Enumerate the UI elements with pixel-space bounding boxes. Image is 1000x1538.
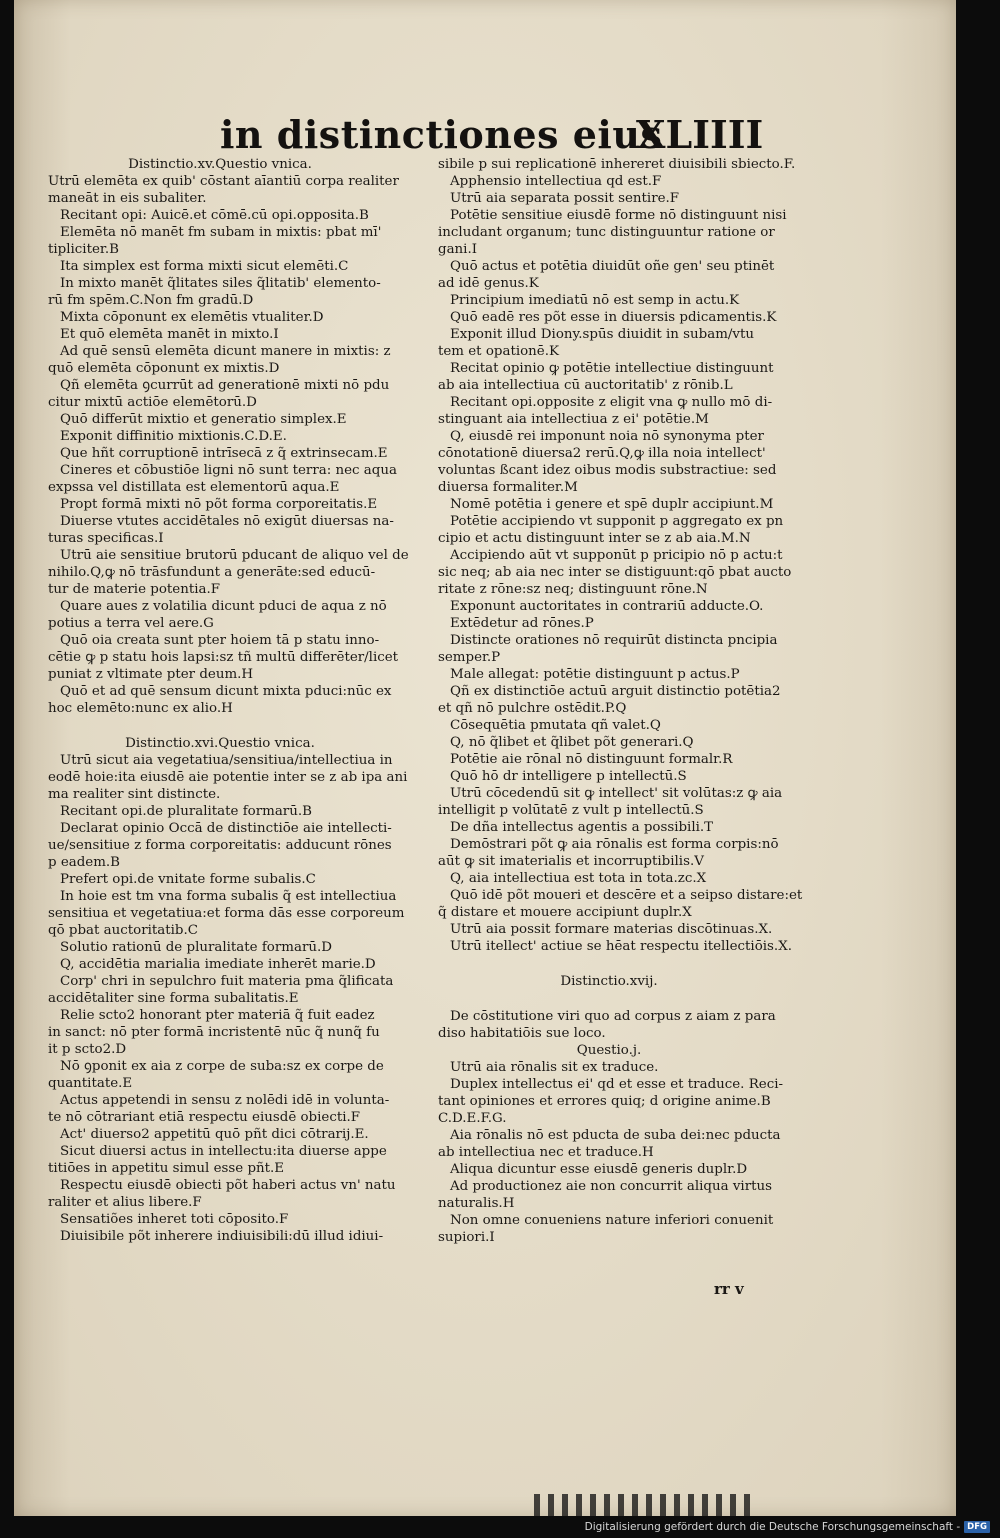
text-line: Recitant opi.opposite z eligit vna ꝙ nullo mō di- — [450, 395, 773, 410]
section-heading: Distinctio.xvi.Questio vnica. — [125, 736, 315, 751]
text-line: ma realiter sint distincte. — [48, 787, 221, 802]
text-line: potius a terra vel aere.G — [48, 616, 214, 631]
text-line: te nō cōtrariant etiā respectu eiusdē obiecti.F — [48, 1110, 361, 1125]
text-line: includant organum; tunc distinguuntur ratione or — [438, 225, 775, 240]
text-line: Utrū aia separata possit sentire.F — [450, 191, 680, 206]
text-line: Declarat opinio Occā de distinctiōe aie intellecti- — [60, 821, 392, 836]
text-line: De cōstitutione viri quo ad corpus z aiam z para — [450, 1009, 776, 1024]
text-line: ab aia intellectiua cū auctoritatib' z rōnib.L — [438, 378, 733, 393]
text-line: In mixto manēt q̃litates siles q̃litatib' elemento- — [60, 276, 381, 291]
text-line: Quō actus et potētia diuidūt oñe gen' seu ptinēt — [450, 259, 775, 274]
text-line: naturalis.H — [438, 1196, 515, 1211]
text-line: Ad quē sensū elemēta dicunt manere in mixtis: z — [60, 344, 391, 359]
text-line: rū fm spēm.C.Non fm gradū.D — [48, 293, 254, 308]
section-heading: Questio.j. — [576, 1043, 642, 1058]
text-line: cipio et actu distinguunt inter se z ab aia.M.N — [438, 531, 751, 546]
text-line: Elemēta nō manēt fm subam in mixtis: pbat mī' — [60, 225, 382, 240]
spacer — [438, 990, 820, 1008]
text-line: hoc elemēto:nunc ex alio.H — [48, 701, 233, 716]
text-line: supiori.I — [438, 1230, 495, 1245]
text-line: quō elemēta cōponunt ex mixtis.D — [48, 361, 280, 376]
text-line: in sanct: nō pter formā incristentē nūc q̃ nunq̃ fu — [48, 1025, 380, 1040]
text-line: Utrū itellect' actiue se hēat respectu itellectiōis.X. — [450, 939, 792, 954]
digitization-footer — [585, 1520, 990, 1534]
text-line: Et quō elemēta manēt in mixto.I — [60, 327, 279, 342]
text-line: Exponit illud Diony.spūs diuidit in subam/vtu — [450, 327, 754, 342]
text-line: accidētaliter sine forma subalitatis.E — [48, 991, 299, 1006]
text-line: nihilo.Q,ꝙ nō trāsfundunt a generāte:sed educū- — [48, 565, 376, 580]
text-line: Aia rōnalis nō est pducta de suba dei:nec pducta — [450, 1128, 781, 1143]
text-line: ad idē genus.K — [438, 276, 539, 291]
text-line: Utrū aia rōnalis sit ex traduce. — [450, 1060, 659, 1075]
text-line: De dña intellectus agentis a possibili.T — [450, 820, 714, 835]
text-line: Relie scto2 honorant pter materiā q̃ fuit eadez — [60, 1008, 375, 1023]
text-line: Demōstrari põt ꝙ aia rōnalis est forma corpis:nō — [450, 837, 779, 852]
text-line: Act' diuerso2 appetitū quō pñt dici cōtrarij.E. — [60, 1127, 369, 1142]
text-line: Quō et ad quē sensum dicunt mixta pduci:nūc ex — [60, 684, 392, 699]
text-line: Corp' chri in sepulchro fuit materia pma q̃lificata — [60, 974, 394, 989]
text-line: diso habitatiōis sue loco. — [438, 1026, 606, 1041]
text-line: cōnotationē diuersa2 rerū.Q,ꝙ illa noia intellect' — [438, 446, 766, 461]
text-line: Ita simplex est forma mixti sicut elemēti.C — [60, 259, 349, 274]
text-line: maneāt in eis subaliter. — [48, 191, 207, 206]
text-line: ue/sensitiue z forma corporeitatis: adducunt rōnes — [48, 838, 392, 853]
text-line: q̃ distare et mouere accipiunt duplr.X — [438, 905, 692, 920]
text-line: Sensatiões inheret toti cōposito.F — [60, 1212, 289, 1227]
text-line: Qñ ex distinctiōe actuū arguit distinctio potētia2 — [450, 684, 781, 699]
text-line: Exponit diffinitio mixtionis.C.D.E. — [60, 429, 287, 444]
text-line: Exponunt auctoritates in contrariū adducte.O. — [450, 599, 764, 614]
text-line: qō pbat auctoritatib.C — [48, 923, 198, 938]
text-line: puniat z vltimate pter deum.H — [48, 667, 254, 682]
text-line: Quō hō dr intelligere p intellectū.S — [450, 769, 687, 784]
text-line: Actus appetendi in sensu z nolēdi idē in volunta- — [60, 1093, 390, 1108]
text-line: voluntas ßcant idez oibus modis substractiue: sed — [438, 463, 777, 478]
text-line: Q, aia intellectiua est tota in tota.zc.X — [450, 871, 707, 886]
text-line: Nomē potētia i genere et spē duplr accipiunt.M — [450, 497, 774, 512]
text-line: Nō ꝯponit ex aia z corpe de suba:sz ex corpe de — [60, 1059, 384, 1074]
text-line: Potētie aie rōnal nō distinguunt formalr.R — [450, 752, 733, 767]
text-line: C.D.E.F.G. — [438, 1111, 507, 1126]
text-line: semper.P — [438, 650, 501, 665]
text-line: expssa vel distillata est elementorū aqua.E — [48, 480, 340, 495]
text-line: Cineres et cōbustiōe ligni nō sunt terra: nec aqua — [60, 463, 397, 478]
text-line: Q, accidētia marialia imediate inherēt marie.D — [60, 957, 376, 972]
text-line: Non omne conueniens nature inferiori conuenit — [450, 1213, 774, 1228]
text-line: Q, eiusdē rei imponunt noia nō synonyma pter — [450, 429, 764, 444]
spacer — [48, 717, 432, 735]
text-line: tem et opationē.K — [438, 344, 559, 359]
left-text-column — [48, 156, 432, 1245]
text-line: In hoie est tm vna forma subalis q̃ est intellectiua — [60, 889, 397, 904]
text-line: Quō eadē res põt esse in diuersis pdicamentis.K — [450, 310, 777, 325]
text-line: Extēdetur ad rōnes.P — [450, 616, 594, 631]
text-line: sensitiua et vegetatiua:et forma dās esse corporeum — [48, 906, 405, 921]
text-line: raliter et alius libere.F — [48, 1195, 202, 1210]
text-line: Aliqua dicuntur esse eiusdē generis duplr.D — [450, 1162, 748, 1177]
text-line: Quō oia creata sunt pter hoiem tā p statu inno- — [60, 633, 380, 648]
text-line: Distincte orationes nō requirūt distincta pncipia — [450, 633, 778, 648]
text-line: Propt formā mixti nō põt forma corporeitatis.E — [60, 497, 378, 512]
spacer — [438, 955, 820, 973]
text-line: tipliciter.B — [48, 242, 119, 257]
text-line: Utrū aie sensitiue brutorū pducant de aliquo vel de — [60, 548, 409, 563]
text-line: Male allegat: potētie distinguunt p actus.P — [450, 667, 740, 682]
text-line: Quō idē põt moueri et descēre et a seipso distare:et — [450, 888, 803, 903]
right-text-column — [438, 156, 820, 1246]
text-line: Quare aues z volatilia dicunt pduci de aqua z nō — [60, 599, 387, 614]
text-line: aūt ꝙ sit imaterialis et incorruptibilis.V — [438, 854, 704, 869]
text-line: cētie ꝙ p statu hois lapsi:sz tñ multū differēter/licet — [48, 650, 399, 665]
text-line: Q, nō q̃libet et q̃libet põt generari.Q — [450, 735, 694, 750]
text-line: p eadem.B — [48, 855, 121, 870]
text-line: titiōes in appetitu simul esse pñt.E — [48, 1161, 285, 1176]
section-heading: Distinctio.xvij. — [560, 974, 658, 989]
text-line: Mixta cōponunt ex elemētis vtualiter.D — [60, 310, 324, 325]
text-line: sibile p sui replicationē inhereret diuisibili sbiecto.F. — [438, 157, 796, 172]
text-line: sic neq; ab aia nec inter se distiguunt:qō pbat aucto — [438, 565, 792, 580]
text-line: Prefert opi.de vnitate forme subalis.C — [60, 872, 316, 887]
signature-mark: rr v — [714, 1280, 744, 1298]
text-line: Utrū aia possit formare materias discōtinuas.X. — [450, 922, 773, 937]
page-edge-damage — [534, 1494, 754, 1516]
text-line: Solutio rationū de pluralitate formarū.D — [60, 940, 332, 955]
text-line: citur mixtū actiōe elemētorū.D — [48, 395, 257, 410]
running-head-title: in distinctiones eius — [220, 112, 663, 157]
text-line: diuersa formaliter.M — [438, 480, 578, 495]
text-line: Cōsequētia pmutata qñ valet.Q — [450, 718, 661, 733]
text-line: gani.I — [438, 242, 478, 257]
text-line: Apphensio intellectiua qd est.F — [450, 174, 662, 189]
text-line: Sicut diuersi actus in intellectu:ita diuerse appe — [60, 1144, 387, 1159]
text-line: Diuerse vtutes accidētales nō exigūt diuersas na- — [60, 514, 394, 529]
text-line: Quō differūt mixtio et generatio simplex.E — [60, 412, 347, 427]
footer-text: Digitalisierung gefördert durch die Deutsche Forschungsgemeinschaft - — [584, 1521, 961, 1533]
book-page — [14, 0, 956, 1516]
text-line: Utrū cōcedendū sit ꝙ intellect' sit volūtas:z ꝙ aia — [450, 786, 783, 801]
text-line: Potētie accipiendo vt supponit p aggregato ex pn — [450, 514, 784, 529]
dfg-logo-icon: DFG — [964, 1521, 990, 1533]
text-line: tur de materie potentia.F — [48, 582, 221, 597]
text-line: stinguant aia intellectiua z ei' potētie.M — [438, 412, 709, 427]
text-line: Recitant opi: Auicē.et cōmē.cū opi.opposita.B — [60, 208, 369, 223]
text-line: Diuisibile põt inherere indiuisibili:dū illud idiui- — [60, 1229, 384, 1244]
text-line: quantitate.E — [48, 1076, 133, 1091]
text-line: Que hñt corruptionē intrīsecā z q̃ extrinsecam.E — [60, 446, 388, 461]
text-line: ab intellectiua nec et traduce.H — [438, 1145, 654, 1160]
text-line: Respectu eiusdē obiecti põt haberi actus vn' natu — [60, 1178, 396, 1193]
text-line: Potētie sensitiue eiusdē forme nō distinguunt nisi — [450, 208, 787, 223]
section-heading: Distinctio.xv.Questio vnica. — [128, 157, 312, 172]
text-line: Duplex intellectus ei' qd et esse et traduce. Reci- — [450, 1077, 784, 1092]
text-line: Qñ elemēta ꝯcurrūt ad generationē mixti nō pdu — [60, 378, 390, 393]
text-line: Utrū sicut aia vegetatiua/sensitiua/intellectiua in — [60, 753, 393, 768]
text-line: eodē hoie:ita eiusdē aie potentie inter se z ab ipa ani — [48, 770, 408, 785]
text-line: it p scto2.D — [48, 1042, 127, 1057]
text-line: Principium imediatū nō est semp in actu.K — [450, 293, 740, 308]
text-line: Ad productionez aie non concurrit aliqua virtus — [450, 1179, 772, 1194]
text-line: tant opiniones et errores quiq; d origine anime.B — [438, 1094, 771, 1109]
text-line: Accipiendo aūt vt supponūt p pricipio nō p actu:t — [450, 548, 783, 563]
text-line: Recitat opinio ꝙ potētie intellectiue distinguunt — [450, 361, 774, 376]
text-line: ritate z rōne:sz neq; distinguunt rōne.N — [438, 582, 708, 597]
text-line: turas specificas.I — [48, 531, 164, 546]
folio-number: XLIIII — [636, 112, 764, 157]
text-line: Recitant opi.de pluralitate formarū.B — [60, 804, 312, 819]
text-line: intelligit p volūtatē z vult p intellectū.S — [438, 803, 704, 818]
text-line: et qñ nō pulchre ostēdit.P.Q — [438, 701, 627, 716]
text-line: Utrū elemēta ex quib' cōstant aīantiū corpa realiter — [48, 174, 399, 189]
